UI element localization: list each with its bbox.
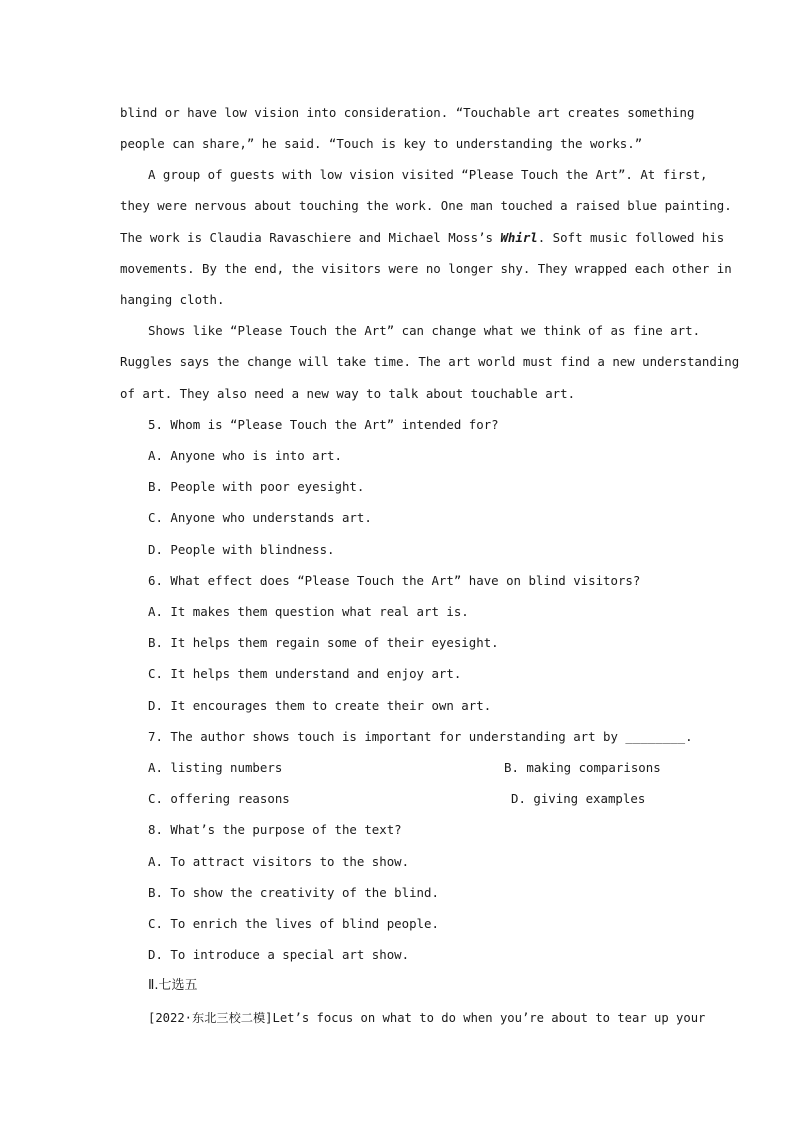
- passage-line: blind or have low vision into consideration. “Touchable art creates something: [120, 105, 695, 120]
- answer-option: B. To show the creativity of the blind.: [148, 885, 439, 900]
- answer-option: C. Anyone who understands art.: [148, 510, 372, 525]
- answer-option: A. listing numbers: [148, 760, 283, 775]
- question-stem: 8. What’s the purpose of the text?: [148, 822, 402, 837]
- answer-option: B. making comparisons: [504, 760, 661, 775]
- section-intro-line: [2022·东北三校二模]Let’s focus on what to do when you’re about to tear up your: [148, 1011, 706, 1025]
- passage-line: Shows like “Please Touch the Art” can change what we think of as fine art.: [148, 323, 701, 338]
- answer-option: A. It makes them question what real art is.: [148, 604, 469, 619]
- passage-line: movements. By the end, the visitors were no longer shy. They wrapped each other in: [120, 261, 732, 276]
- passage-text: The work is Claudia Ravaschiere and Michael Moss’s: [120, 230, 501, 245]
- answer-option: A. Anyone who is into art.: [148, 448, 342, 463]
- answer-option: D. To introduce a special art show.: [148, 947, 410, 962]
- answer-option: C. offering reasons: [148, 791, 290, 806]
- passage-line: hanging cloth.: [120, 292, 225, 307]
- question-stem: 7. The author shows touch is important for understanding art by ________.: [148, 729, 693, 744]
- passage-line: Ruggles says the change will take time. The art world must find a new understanding: [120, 354, 740, 369]
- answer-option: C. It helps them understand and enjoy art.: [148, 666, 462, 681]
- answer-option: A. To attract visitors to the show.: [148, 854, 410, 869]
- answer-option: D. giving examples: [511, 791, 646, 806]
- question-stem: 5. Whom is “Please Touch the Art” intended for?: [148, 417, 499, 432]
- passage-line: [120, 230, 725, 246]
- answer-option: D. People with blindness.: [148, 542, 335, 557]
- answer-option: D. It encourages them to create their own art.: [148, 698, 492, 713]
- passage-line: people can share,” he said. “Touch is key to understanding the works.”: [120, 136, 643, 151]
- passage-text: . Soft music followed his: [537, 230, 725, 245]
- question-stem: 6. What effect does “Please Touch the Art” have on blind visitors?: [148, 573, 641, 588]
- section-title: Ⅱ.七选五: [148, 978, 198, 993]
- answer-option: B. People with poor eyesight.: [148, 479, 365, 494]
- passage-line: they were nervous about touching the work. One man touched a raised blue painting.: [120, 198, 732, 213]
- artwork-title: Whirl: [500, 230, 538, 245]
- answer-option: C. To enrich the lives of blind people.: [148, 916, 439, 931]
- answer-option: B. It helps them regain some of their eyesight.: [148, 635, 499, 650]
- passage-line: of art. They also need a new way to talk about touchable art.: [120, 386, 576, 401]
- passage-line: A group of guests with low vision visited “Please Touch the Art”. At first,: [148, 167, 708, 182]
